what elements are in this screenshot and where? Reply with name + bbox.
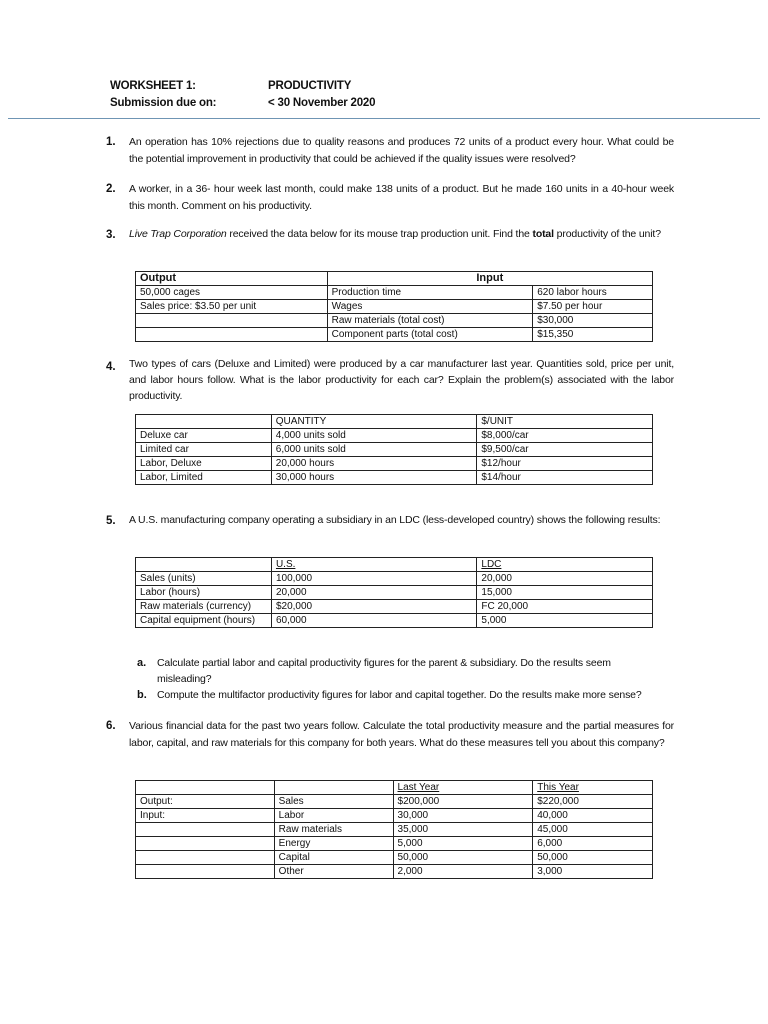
header-divider bbox=[8, 118, 760, 119]
question-4-text: Two types of cars (Deluxe and Limited) were produced by a car manufacturer last year. Quantities sold, price per unit, and labor hours follow. What is the labor productivity for each car? Explain the problem(s) associated with the labor productivity. bbox=[129, 358, 674, 402]
input-header: Input bbox=[327, 272, 652, 286]
table-row: Labor, Deluxe 20,000 hours $12/hour bbox=[136, 457, 653, 471]
sub-question-a-text: Calculate partial labor and capital productivity figures for the parent & subsidiary. Do the results seem misleading? bbox=[157, 657, 611, 685]
table-row: Input: Labor 30,000 40,000 bbox=[136, 809, 653, 823]
sub-question-b-label: b. bbox=[137, 689, 147, 701]
table-row: Labor (hours) 20,000 15,000 bbox=[136, 586, 653, 600]
table-row: Energy 5,000 6,000 bbox=[136, 837, 653, 851]
table-row: Limited car 6,000 units sold $9,500/car bbox=[136, 443, 653, 457]
table-row: 50,000 cages Production time 620 labor hours bbox=[136, 286, 653, 300]
question-2-text: A worker, in a 36- hour week last month, could make 138 units of a product. But he made 160 units in a 40-hour week this month. Comment on his productivity. bbox=[129, 183, 674, 212]
table-q6 bbox=[135, 780, 653, 879]
sub-question-b-text: Compute the multifactor productivity figures for labor and capital together. Do the results make more sense? bbox=[157, 689, 642, 701]
question-3-number: 3. bbox=[106, 229, 116, 241]
table-q4 bbox=[135, 414, 653, 485]
table-row: Raw materials (currency) $20,000 FC 20,000 bbox=[136, 600, 653, 614]
question-4-number: 4. bbox=[106, 361, 116, 373]
question-6-number: 6. bbox=[106, 720, 116, 732]
table-row: Capital equipment (hours) 60,000 5,000 bbox=[136, 614, 653, 628]
table-row: Capital 50,000 50,000 bbox=[136, 851, 653, 865]
worksheet-title: PRODUCTIVITY bbox=[268, 80, 352, 92]
question-3-text: Live Trap Corporation received the data below for its mouse trap production unit. Find the total productivity of the unit? bbox=[129, 228, 661, 240]
table-row: Raw materials 35,000 45,000 bbox=[136, 823, 653, 837]
total-emphasis: total bbox=[532, 228, 554, 240]
table-row: Labor, Limited 30,000 hours $14/hour bbox=[136, 471, 653, 485]
sub-question-a-label: a. bbox=[137, 657, 147, 669]
question-5-text: A U.S. manufacturing company operating a subsidiary in an LDC (less-developed country) shows the following results: bbox=[129, 514, 661, 526]
table-row: Raw materials (total cost) $30,000 bbox=[136, 314, 653, 328]
table-row: Sales price: $3.50 per unit Wages $7.50 per hour bbox=[136, 300, 653, 314]
question-1-text: An operation has 10% rejections due to quality reasons and produces 72 units of a product every hour. What could be the potential improvement in productivity that could be achieved if the quality issues were resolved? bbox=[129, 136, 674, 165]
table-row: Deluxe car 4,000 units sold $8,000/car bbox=[136, 429, 653, 443]
table-q5 bbox=[135, 557, 653, 628]
question-1-number: 1. bbox=[106, 136, 116, 148]
due-value: < 30 November 2020 bbox=[268, 97, 376, 109]
table-row: Output: Sales $200,000 $220,000 bbox=[136, 795, 653, 809]
table-row: Other 2,000 3,000 bbox=[136, 865, 653, 879]
worksheet-label: WORKSHEET 1: bbox=[110, 80, 196, 92]
question-5-number: 5. bbox=[106, 515, 116, 527]
table-row: Component parts (total cost) $15,350 bbox=[136, 328, 653, 342]
table-row: Sales (units) 100,000 20,000 bbox=[136, 572, 653, 586]
table-row: QUANTITY $/UNIT bbox=[136, 415, 653, 429]
question-2-number: 2. bbox=[106, 183, 116, 195]
due-label: Submission due on: bbox=[110, 97, 217, 109]
table-row: Last Year This Year bbox=[136, 781, 653, 795]
company-name: Live Trap Corporation bbox=[129, 228, 227, 240]
output-header: Output bbox=[136, 272, 328, 286]
table-row bbox=[136, 272, 653, 286]
question-6-text: Various financial data for the past two years follow. Calculate the total productivity measure and the partial measures for labor, capital, and raw materials for this company for both years. What do these measures tell you about this company? bbox=[129, 720, 674, 749]
table-row: U.S. LDC bbox=[136, 558, 653, 572]
table-q3 bbox=[135, 271, 653, 342]
